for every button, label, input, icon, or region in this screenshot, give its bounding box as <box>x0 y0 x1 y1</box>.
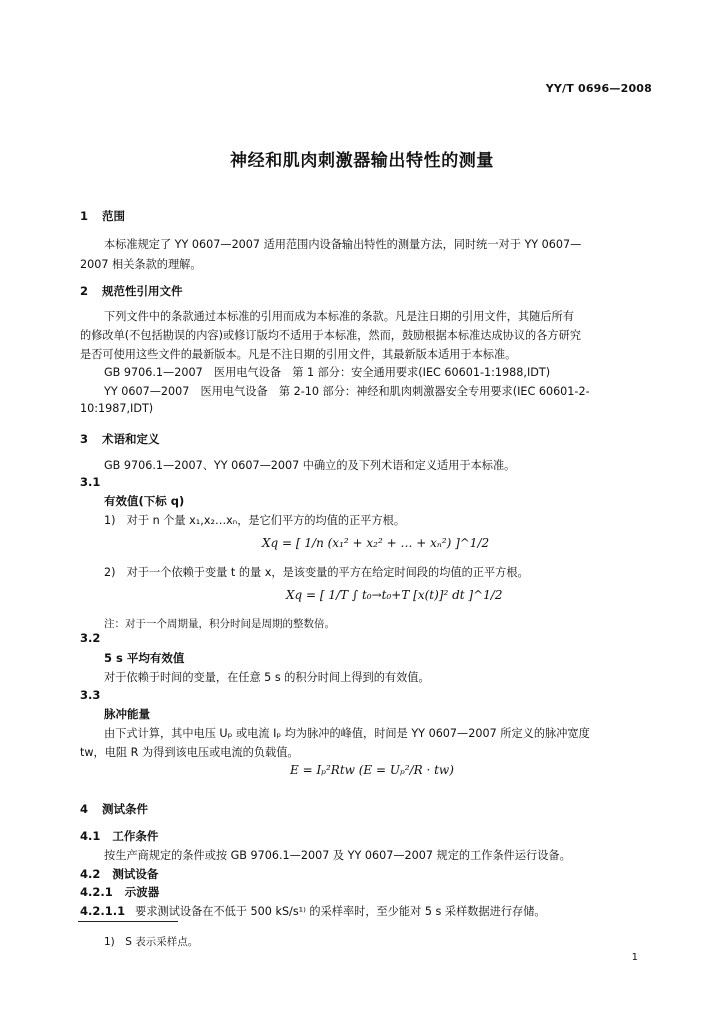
section-1-heading <box>80 208 125 224</box>
clause-4-2-1-1 <box>80 903 546 919</box>
section-2-heading <box>80 283 183 299</box>
reference-2: YY 0607—2007 医用电气设备 第 2-10 部分：神经和肌肉刺激器安全专用要求(IEC 60601-2- <box>104 385 590 398</box>
clause-text: 要求测试设备在不低于 500 kS/s¹⁾ 的采样率时，至少能对 5 s 采样数据进行存储。 <box>135 905 546 918</box>
paragraph-line: 2007 相关条款的理解。 <box>80 258 202 271</box>
clause-number: 4.2.1 <box>80 885 113 899</box>
term-title: 脉冲能量 <box>104 707 150 721</box>
section-number: 3 <box>80 432 89 446</box>
standard-number: YY/T 0696—2008 <box>545 82 652 95</box>
paragraph-line: 按生产商规定的条件或按 GB 9706.1—2007 及 YY 0607—2007 规定的工作条件运行设备。 <box>104 849 571 862</box>
clause-title: 示波器 <box>124 885 160 899</box>
clause-title: 工作条件 <box>112 829 159 843</box>
paragraph-line: GB 9706.1—2007、YY 0607—2007 中确立的及下列术语和定义适用于本标准。 <box>104 459 516 472</box>
list-item: 2) 对于一个依赖于变量 t 的量 x，是该变量的平方在给定时间段的均值的正平方根。 <box>104 566 529 579</box>
clause-number: 3.1 <box>80 475 101 489</box>
clause-4-1-heading <box>80 828 158 844</box>
section-4-heading <box>80 801 148 817</box>
paragraph-line: 下列文件中的条款通过本标准的引用而成为本标准的条款。凡是注日期的引用文件，其随后所有 <box>104 310 574 323</box>
reference-1: GB 9706.1—2007 医用电气设备 第 1 部分：安全通用要求(IEC 60601-1:1988,IDT) <box>104 366 551 379</box>
clause-title: 测试设备 <box>112 867 159 881</box>
term-definition: 由下式计算，其中电压 Uₚ 或电流 Iₚ 均为脉冲的峰值，时间是 YY 0607—2007 所定义的脉冲宽度 <box>104 727 590 740</box>
paragraph-line: 是否可使用这些文件的最新版本。凡是不注日期的引用文件，其最新版本适用于本标准。 <box>80 348 517 361</box>
reference-2-cont: 10:1987,IDT) <box>80 402 154 415</box>
clause-4-2-1-heading <box>80 884 159 900</box>
section-number: 4 <box>80 802 89 816</box>
section-number: 1 <box>80 209 89 223</box>
term-definition: 对于依赖于时间的变量，在任意 5 s 的积分时间上得到的有效值。 <box>104 671 430 684</box>
section-title: 术语和定义 <box>102 432 160 446</box>
section-title: 规范性引用文件 <box>102 284 183 298</box>
note: 注：对于一个周期量，积分时间是周期的整数倍。 <box>104 618 335 630</box>
clause-number: 4.1 <box>80 829 101 843</box>
term-definition-cont: tw，电阻 R 为得到该电压或电流的负载值。 <box>80 746 299 759</box>
document-title: 神经和肌肉刺激器输出特性的测量 <box>230 151 494 171</box>
page-number: 1 <box>631 952 638 963</box>
clause-number: 4.2.1.1 <box>80 904 126 918</box>
clause-number: 3.3 <box>80 688 101 702</box>
paragraph-line: 本标准规定了 YY 0607—2007 适用范围内设备输出特性的测量方法，同时统一对于 YY 0607— <box>104 238 582 251</box>
section-number: 2 <box>80 284 89 298</box>
term-title: 5 s 平均有效值 <box>104 651 185 665</box>
term-title: 有效值(下标 q) <box>104 494 185 508</box>
formula-rms-continuous: Xq = [ 1/T ∫ t₀→t₀+T [x(t)]² dt ]^1/2 <box>286 588 503 602</box>
clause-4-2-heading <box>80 866 158 882</box>
footnote-separator <box>78 921 178 922</box>
formula-rms-discrete: Xq = [ 1/n (x₁² + x₂² + … + xₙ²) ]^1/2 <box>262 536 490 550</box>
clause-number: 3.2 <box>80 631 101 645</box>
section-title: 测试条件 <box>102 802 149 816</box>
paragraph-line: 的修改单(不包括勘误的内容)或修订版均不适用于本标准，然而，鼓励根据本标准达成协议的各方研究 <box>80 329 581 342</box>
clause-number: 4.2 <box>80 867 101 881</box>
formula-pulse-energy: E = Iₚ²Rtw (E = Uₚ²/R · tw) <box>290 763 454 777</box>
list-item: 1) 对于 n 个量 x₁,x₂…xₙ，是它们平方的均值的正平方根。 <box>104 514 406 527</box>
footnote: 1) S 表示采样点。 <box>104 936 199 948</box>
section-3-heading <box>80 431 160 447</box>
section-title: 范围 <box>102 209 126 223</box>
